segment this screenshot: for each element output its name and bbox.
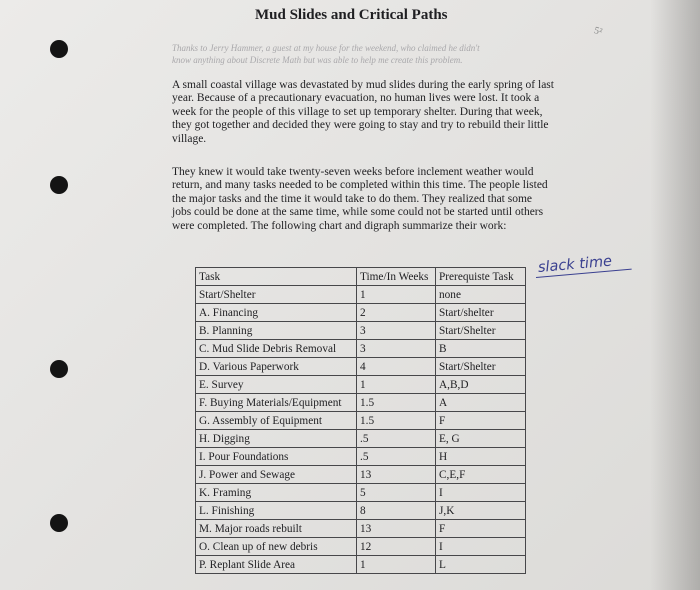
time-cell: 4: [357, 358, 436, 376]
table-row: [196, 448, 526, 466]
faint-credit-line: Thanks to Jerry Hammer, a guest at my house for the weekend, who claimed he didn't: [172, 43, 480, 53]
corner-mark: 5²: [592, 25, 604, 38]
prereq-cell: I: [436, 538, 526, 556]
prereq-cell: none: [436, 286, 526, 304]
table-row: [196, 538, 526, 556]
table-row: [196, 484, 526, 502]
prereq-cell: A: [436, 394, 526, 412]
task-cell: O. Clean up of new debris: [196, 538, 357, 556]
task-cell: E. Survey: [196, 376, 357, 394]
table-row: [196, 286, 526, 304]
time-cell: 1.5: [357, 412, 436, 430]
time-cell: 13: [357, 520, 436, 538]
table-row: [196, 502, 526, 520]
table-row: [196, 466, 526, 484]
table-row: [196, 358, 526, 376]
column-header: Prerequiste Task: [436, 268, 526, 286]
prereq-cell: E, G: [436, 430, 526, 448]
time-cell: 1: [357, 376, 436, 394]
task-cell: I. Pour Foundations: [196, 448, 357, 466]
prereq-cell: Start/Shelter: [436, 358, 526, 376]
table-row: [196, 304, 526, 322]
task-cell: D. Various Paperwork: [196, 358, 357, 376]
prereq-cell: L: [436, 556, 526, 574]
prereq-cell: Start/shelter: [436, 304, 526, 322]
prereq-cell: B: [436, 340, 526, 358]
time-cell: 1: [357, 556, 436, 574]
faint-credit-line: know anything about Discrete Math but was able to help me create this problem.: [172, 55, 463, 65]
task-cell: F. Buying Materials/Equipment: [196, 394, 357, 412]
task-cell: K. Framing: [196, 484, 357, 502]
table-header-row: [196, 268, 526, 286]
table-row: [196, 412, 526, 430]
task-cell: M. Major roads rebuilt: [196, 520, 357, 538]
time-cell: .5: [357, 430, 436, 448]
prereq-cell: F: [436, 520, 526, 538]
time-cell: 13: [357, 466, 436, 484]
prereq-cell: A,B,D: [436, 376, 526, 394]
prereq-cell: H: [436, 448, 526, 466]
task-cell: H. Digging: [196, 430, 357, 448]
table-row: [196, 430, 526, 448]
table-row: [196, 340, 526, 358]
handwritten-note: slack time: [537, 253, 613, 276]
prereq-cell: F: [436, 412, 526, 430]
task-table: [195, 267, 526, 574]
paragraph-tasks: They knew it would take twenty-seven weeks before inclement weather would return, and many tasks needed to be completed within this time. The people listed the major tasks and the time it would take to do them. They realized that some jobs could be done at the same time, while some could not be started until others were completed. The following chart and digraph summarize their work:: [172, 166, 548, 232]
task-cell: Start/Shelter: [196, 286, 357, 304]
time-cell: .5: [357, 448, 436, 466]
table-row: [196, 394, 526, 412]
column-header: Task: [196, 268, 357, 286]
binder-hole: [50, 514, 68, 532]
binder-hole: [50, 40, 68, 58]
page-title: Mud Slides and Critical Paths: [255, 7, 448, 23]
task-cell: P. Replant Slide Area: [196, 556, 357, 574]
task-cell: J. Power and Sewage: [196, 466, 357, 484]
prereq-cell: J,K: [436, 502, 526, 520]
task-cell: C. Mud Slide Debris Removal: [196, 340, 357, 358]
time-cell: 1.5: [357, 394, 436, 412]
prereq-cell: C,E,F: [436, 466, 526, 484]
time-cell: 12: [357, 538, 436, 556]
task-cell: L. Finishing: [196, 502, 357, 520]
binder-hole: [50, 360, 68, 378]
column-header: Time/In Weeks: [357, 268, 436, 286]
task-cell: A. Financing: [196, 304, 357, 322]
time-cell: 1: [357, 286, 436, 304]
prereq-cell: I: [436, 484, 526, 502]
time-cell: 3: [357, 340, 436, 358]
table-row: [196, 322, 526, 340]
binder-hole: [50, 176, 68, 194]
paragraph-intro: A small coastal village was devastated by mud slides during the early spring of last year. Because of a precautionary evacuation, no human lives were lost. It took a week for the people of this village to set up temporary shelter. During that week, they got together and decided they were going to stay and try to rebuild their little village.: [172, 79, 554, 145]
task-cell: G. Assembly of Equipment: [196, 412, 357, 430]
time-cell: 2: [357, 304, 436, 322]
time-cell: 8: [357, 502, 436, 520]
table-row: [196, 376, 526, 394]
table-row: [196, 520, 526, 538]
prereq-cell: Start/Shelter: [436, 322, 526, 340]
time-cell: 3: [357, 322, 436, 340]
task-cell: B. Planning: [196, 322, 357, 340]
table-row: [196, 556, 526, 574]
time-cell: 5: [357, 484, 436, 502]
